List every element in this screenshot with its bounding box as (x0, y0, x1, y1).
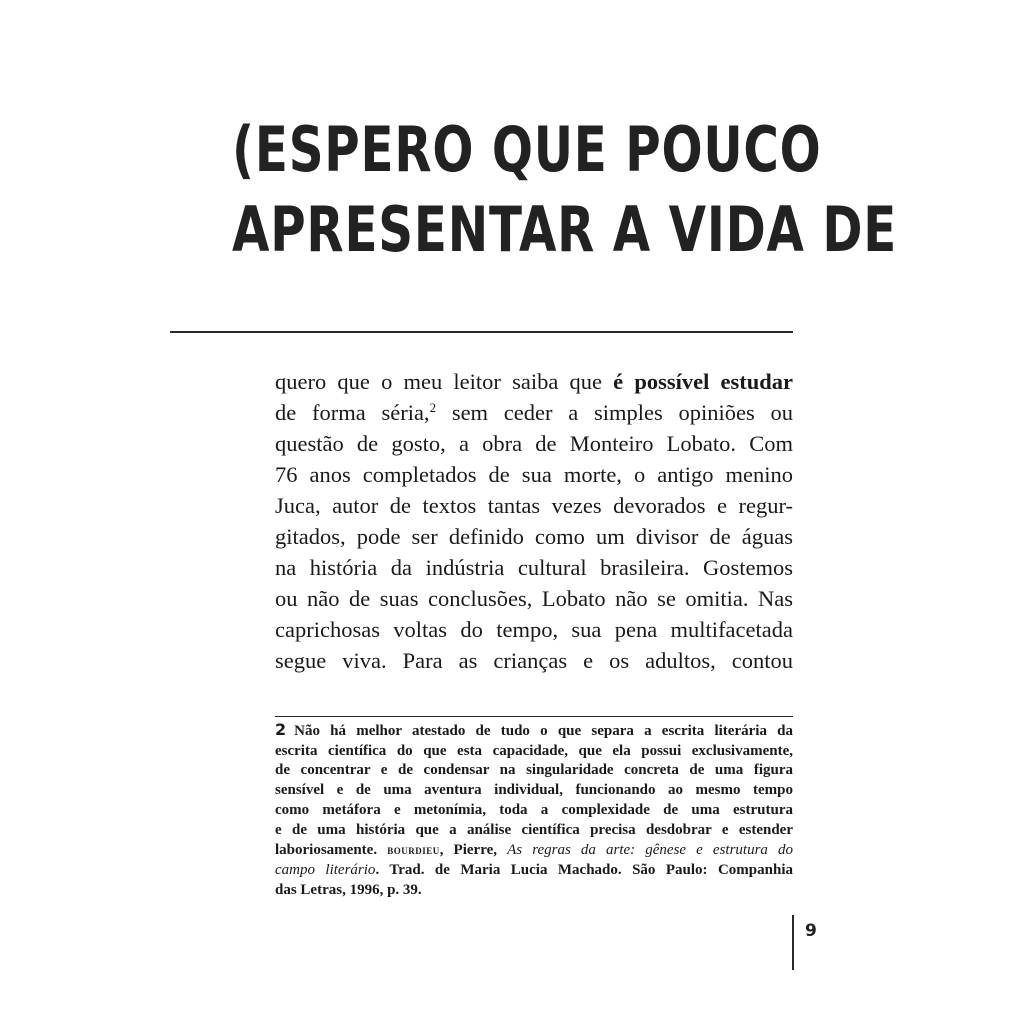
body-line: Juca, autor de textos tantas vezes devorados e regur- (275, 493, 793, 518)
footnote-line (275, 720, 793, 742)
citation-title: As regras da arte: gênese e estrutura do (507, 842, 794, 859)
body-line: questão de gosto, a obra de Monteiro Lobato. Com (275, 431, 793, 456)
footnote-line: sensível e de uma aventura individual, funcionando ao mesmo tempo (275, 782, 793, 799)
body-line (275, 397, 793, 428)
headline-line-2: APRESENTAR A VIDA DE (232, 193, 898, 266)
body-text-segment: de forma séria, (275, 400, 430, 425)
body-line: na história da indústria cultural brasileira. Gostemos (275, 555, 793, 580)
body-text-segment: sem ceder a simples opiniões ou (436, 400, 793, 425)
footnote-line (275, 861, 793, 881)
footnote-line: como metáfora e metonímia, toda a complexidade de uma estrutura (275, 801, 793, 818)
body-text-segment: quero que o meu leitor saiba que (275, 369, 614, 394)
footnote-line: e de uma história que a análise científica precisa desdobrar e estender (275, 821, 793, 838)
footnote-number: 2 (275, 720, 287, 739)
headline-line-1: (ESPERO QUE POUCO (232, 113, 822, 186)
footnote-text: laboriosamente. (275, 842, 378, 859)
footnote-line (275, 840, 793, 861)
body-line: segue viva. Para as crianças e os adultos, contou (275, 648, 793, 673)
footnote-divider (275, 716, 793, 717)
citation-title: campo literário (275, 861, 376, 878)
body-line (275, 366, 793, 397)
footnote-text: Não há melhor atestado de tudo o que separa a escrita literária da (294, 723, 793, 739)
body-paragraph (275, 366, 793, 676)
body-line: ou não de suas conclusões, Lobato não se omitia. Nas (275, 586, 793, 611)
citation-publication: . Trad. de Maria Lucia Machado. São Paulo: Companhia (375, 861, 793, 878)
top-divider (170, 331, 793, 333)
bold-phrase: é possível estudar (613, 369, 794, 394)
page-number-rule (792, 915, 794, 970)
body-line: caprichosas voltas do tempo, sua pena multifacetada (275, 617, 793, 642)
footnote (275, 720, 793, 900)
footnote-line: de concentrar e de condensar na singularidade concreta de uma figura (275, 762, 793, 779)
page-number: 9 (805, 921, 817, 941)
footnote-reference: 2 (429, 400, 437, 415)
citation-author: bourdieu (387, 842, 440, 858)
chapter-headline (232, 110, 897, 270)
footnote-line: escrita científica do que esta capacidade, que ela possui exclusivamente, (275, 742, 793, 759)
footnote-line: das Letras, 1996, p. 39. (275, 881, 422, 898)
citation-author-rest: , Pierre, (439, 842, 497, 859)
body-line: 76 anos completados de sua morte, o antigo menino (275, 462, 793, 487)
body-line: gitados, pode ser definido como um divisor de águas (275, 524, 793, 549)
